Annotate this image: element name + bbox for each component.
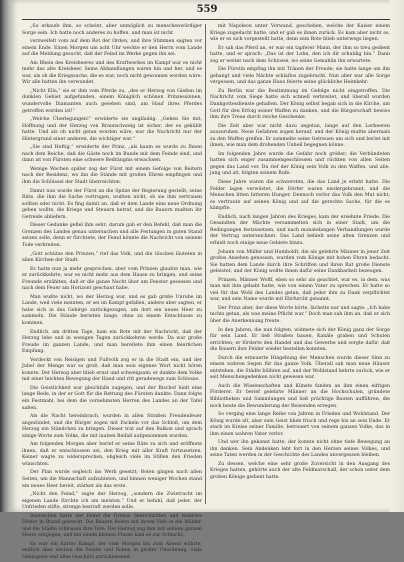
left-column-paragraph: Es war ein harter Kampf, der vom Morgen bis zum Abend währte; endlich aber wichen die Feinde und flohen in großer Unordnung, viele Gefangene und alles Geschütz zurücklassend. (22, 541, 202, 561)
page-number: 559 (196, 4, 218, 15)
left-column-paragraph: Verdeckt von Reisigen und Fußvolk zog er in die Stadt ein, und der Jubel der Menge war so groß, daß man sein eigenes Wort nicht hören konnte. Der Herzog aber blieb ernst und schweigsam; er dankte dem Volke mit einer leichten Bewegung der Hand und ritt geradewegs zum Schlosse. (22, 357, 202, 383)
left-column-paragraph: „Nicht Ella,“ sie er ihm vom Pferde zu, „des er Herzog von Gießen im dunklen Gebiet aufgefunden, einem Königlich schönen Prinzessinnen, wundervolle Diamanten auch gesehen sind, am Hauf ihres Pferdes getroffen worden ist!“ (22, 88, 202, 114)
left-column-paragraph: „Welche Überlegungen!“ erwiderte sie ungläubig. „Gehen Sie mit, Hoffnung und der Herzog von Braunschweig ist sicher, der es gekühlt hatte. Und als ob nicht getan worden wäre, war die Nachricht nur der Hintergrund einer anderen, die wichtiger war.“ (22, 117, 202, 142)
left-column (22, 24, 202, 561)
left-column-paragraph: Es hatte nun ja mehr gesprochen, aber vom Prinzen glaubte man, wie er zurückkehrte, war es nicht mehr aus dem Hause zu bringen, und seine Freunde erzählten, daß er die ganze Nacht über am Fenster gesessen und nach dem Feuer am Horizont geschaut habe. (22, 266, 202, 292)
left-column-paragraph: Wenige Wochen später zog der Fürst mit einem Gefolge von Reitern nach der Residenz, wo ihn die Stände mit großen Ehren empfingen und ihm die Schlüssel der Stadt überreichten. (22, 166, 202, 186)
right-column-paragraph: Durch die erneuerte Hingebung der Menschen wurde dieser Sinn zu einem wahren Segen für das ganze Volk. Überall sah man neue Häuser entstehen, die Städte blühten auf, und der Wohlstand kehrte zurück, wie er seit Menschengedenken nicht gewesen war. (210, 355, 390, 381)
left-column-paragraph: Damit nun wurde der Fürst an die Spitze der Regierung gestellt; seine Räte, die ihm die Sache vortrugen, wußten nicht, ob sie ihm vertrauen sollten oder nicht. Es fing damit an, daß er dem Lande eine neue Ordnung geben wollte, die Kriege und Steuern betraf, und die Bauern mußten ihr Getreide abliefern. (22, 188, 202, 220)
right-column-paragraph: Diese Jahre waren die schwersten, die das Land je erlebt hatte. Die Felder lagen verwüstet, die Dörfer waren niedergebrannt, und die Menschen litten bitteren Hunger. Dennoch verlor das Volk den Mut nicht; es vertraute auf seinen König und auf die gerechte Sache, für die es kämpfte. (210, 180, 390, 212)
left-column-paragraph: verzweifelt vom auf dem Rot der Orden, und ihre Stimmen sagten vor einem Ende. Einen Morgen um acht Uhr weckte er den Herrn vom Lande auf die Meldung gesucht, daß der Feind im Werke gegen ihn sei. (22, 39, 202, 58)
right-column-paragraph: Endlich, nach langen Jahren des Krieges, kam der ersehnte Friede. Die Gesandten der Mächte versammelten sich in einer Stadt, um die Bedingungen festzusetzen, und nach monatelangen Verhandlungen wurde der Vertrag unterzeichnet. Das Land behielt seine alten Grenzen und erhielt noch einige neue Gebiete hinzu. (210, 214, 390, 246)
left-column-paragraph: „Sie sind Heftig,“ erwiderte der Prinz, „als kaum es wurde zu Ihnen nach dem Reiche, daß die Gäste noch im Bunde mit dem Feinde sind, und dann ist von Fürsten eine schwere Bedrängnis erwachsen. (22, 145, 202, 164)
right-column (210, 24, 390, 504)
right-column-paragraph: Und wer ihn gekannt hatte, der konnte nicht ohne tiefe Bewegung an ihn denken. Sein Andenken lebt fort in den Herzen seines Volkes, und seine Taten werden in der Geschichte des Landes unvergessen bleiben. (210, 440, 390, 459)
left-column-paragraph: Endlich, am dritten Tage, kam ein Bote mit der Nachricht, daß der Herzog lebe und in wenigen Tagen zurückkehren werde. Da war große Freude im ganzen Lande, und man bereitete ihm einen feierlichen Empfang. (22, 329, 202, 355)
right-column-paragraph: Prinzen, Männer Wolff, eben so sehr als geachtet, war es, in dem, was man mit ihm gehabt hatte, wie von einem Vater zu sprechen. Er hatte so viel für das Wohl des Landes getan, daß jeder ihm zu Dank verpflichtet war, und sein Name wurde mit Ehrfurcht genannt. (210, 277, 390, 303)
left-column-paragraph: Die Geistlichkeit war gleichfalls zugegen, und der Bischof hielt eine lange Rede, in der er Gott für die Rettung des Fürsten dankte. Dann folgte ein Festmahl, bei dem die vornehmsten Herren des Landes an der Tafel saßen. (22, 385, 202, 411)
left-column-paragraph: Inzwischen hatte der Feind die Grenze überschritten und mehrere Dörfer in Brand gesteckt. Die Bauern flohen mit ihrem Vieh in die Wälder, und die Städte schlossen ihre Tore. Der Herzog zog ihm mit seinem ganzen Heere entgegen, und bei einem kleinen Flusse kam es zur Schlacht. (22, 513, 202, 539)
right-column-paragraph: Er sah das Pferd an, er war ein tapferer Mann, der ihm so treu gedient hatte, und er sprach: „Das ist der Lohn, den ich dir schuldig bin.“ Dann zog er weiter nach dem Schlosse, wo seine Gemahlin ihn erwartete. (210, 45, 390, 64)
right-column-paragraph: Zu Berlin war die Bestimmung im Gefolge nicht eingetroffen. Die Nachricht vom Siege hatte sich schnell verbreitet, und überall wurden Dankgottesdienste gehalten. Der König selbst begab sich in die Kirche, um Gott für den Erfolg seiner Waffen zu danken, und die Bürgerschaft bewies ihm ihre Treue durch reiche Geschenke. (210, 88, 390, 121)
left-column-paragraph: Am Rhein des Kreisheeres und des Kraftwerkes im Kampf war es nicht mehr das alte Kreisheer. Seine Abhandlungen waren hin und her, und es war, als ob die Kriegssache, die es war, noch nicht gewonnen worden wäre. Wir alle hatten ihn verwundet. (22, 60, 202, 86)
right-column-paragraph: mit Napoleon unter Vorwand, geschehen, welche der Kaiser einem Kriege zugedacht hatte, und er gab es ihnen zurück. Es kam aber nicht so, wie er es sich vorgestellt hatte, denn sein Bote blieb unterwegs liegen. (210, 24, 390, 43)
right-column-paragraph: Auch die Wissenschaften und Künste fanden an ihm einen eifrigen Förderer. Er berief gelehrte Männer an die Hochschulen, gründete Bibliotheken und Sammlungen und ließ prächtige Bauten aufführen, die noch heute die Bewunderung der Reisenden erregen. (210, 383, 390, 409)
left-column-paragraph: „So erkaufe ihm, so scheint, aber unmöglich zu menschenwürdiger Sorge sein. Ich hatte noch anderes zu hoffen, und man ist nicht (22, 24, 202, 36)
right-column-paragraph: Im folgenden Jahre wurde die Gefahr noch größer; die Verbündeten hatten sich enger zusammengeschlossen und rückten von allen Seiten gegen das Land vor. Da rief der König sein Volk zu den Waffen, und alle, jung und alt, folgten seinem Rufe. (210, 151, 390, 177)
left-column-paragraph: „Gott schütze den Prinzen,“ rief das Volk, und die Glocken läuteten in allen Kirchen der Stadt. (22, 251, 202, 264)
left-column-paragraph: „Nicht den Feind,“ sagte der Herzog, „sondern die Zwietracht im eigenen Lande fürchte ich am meisten.“ Und er befahl, daß jeder, der Unfrieden stifte, strenge bestraft werden solle. (22, 492, 202, 511)
header-rule (22, 19, 392, 20)
column-divider (205, 24, 206, 504)
left-column-paragraph: Am folgenden Morgen aber berief er seine Räte zu sich und eröffnete ihnen, daß er entschlossen sei, den Krieg mit aller Kraft fortzusetzen. Keiner wagte zu widersprechen, obgleich viele im Stillen den Frieden wünschten. (22, 442, 202, 467)
left-column-paragraph: Man wußte nicht, wo der Herzog war, und es gab große Unruhe im Lande, weil viele meinten, er sei im Kampf gefallen, andere aber sagten, er habe sich in das Gebirge zurückgezogen, um dort ein neues Heer zu sammeln. Die Stände berieten lange, ohne zu einem Entschlusse zu kommen. (22, 294, 202, 326)
right-column-paragraph: Johann von Müller und Humboldt, die als gelehrte Männer in jener Zeit großes Ansehen genossen, wurden vom Könige mit hohen Ehren bedacht. Sie hatten dem Lande durch ihre Schriften und ihren Rat große Dienste geleistet, und der König wollte ihnen dafür seine Dankbarkeit bezeugen. (210, 249, 390, 275)
left-column-paragraph: Als die Nacht hereinbrach, wurden in allen Straßen Freudenfeuer angezündet, und die Bürger zogen mit Fackeln vor das Schloß, um dem Herzog ein Ständchen zu bringen. Dieser trat auf den Balkon und sprach einige Worte zum Volke, die mit lautem Beifall aufgenommen wurden. (22, 414, 202, 439)
left-column-paragraph: Der Plan wurde sogleich ins Werk gesetzt; Boten gingen nach allen Seiten, um die Mannschaft aufzubieten, und binnen weniger Wochen stand ein neues Heer bereit, stärker als das erste. (22, 470, 202, 489)
page-margin (390, 0, 404, 512)
right-column-paragraph: Die Zeit aber war nicht dazu angetan, lange auf den Lorbeeren auszuruhen. Neue Gefahren zogen herauf, und der König mußte abermals zu den Waffen greifen. Er sammelte seine Getreuen um sich und beriet mit ihnen, wie man dem drohenden Unheil begegnen könne. (210, 123, 390, 149)
right-column-paragraph: So verging eine lange Reihe von Jahren in Frieden und Wohlstand. Der König wurde alt, aber sein Geist blieb frisch und rege bis an sein Ende. Er starb im Kreise seiner Familie, betrauert von seinem ganzen Volke, das in ihm einen wahren Vater verlor. (210, 412, 390, 437)
right-column-paragraph: Der Prinz aber, der diese Worte hörte, lächelte nur und sagte: „Ich habe nichts getan, als was meine Pflicht war.“ Doch man sah ihm an, daß er sich über die Anerkennung freute. (210, 305, 390, 324)
right-column-paragraph: Die Fürstin empfing ihn mit Tränen der Freude; sie hatte lange um ihn gebangt und viele Nächte schlaflos zugebracht. Nun aber war alle Sorge vergessen, und das ganze Haus feierte seine glückliche Heimkehr. (210, 67, 390, 86)
right-column-paragraph: Zu dessen, welche eine sehr große Zuversicht in den Ausgang des Krieges hatten, gehörte auch der alte Feldmarschall, der schon unter dem großen Könige gedient hatte. (210, 461, 390, 480)
right-column-paragraph: In den Jahren, die nun folgten, widmete sich der König ganz der Sorge für sein Land. Er ließ Straßen bauen, Kanäle graben und Schulen errichten; er förderte den Handel und das Gewerbe und sorgte dafür, daß die Bauern ihre Felder wieder bestellen konnten. (210, 327, 390, 353)
left-column-paragraph: Dieser Gedanke gefiel ihm sehr; darum gab er den Befehl, daß man die Grenzen des Landes genau untersuchen und alle Festungen in guten Stand setzen solle, denn er fürchtete, der Feind könnte die Nachricht von seinem Tode verbreiten. (22, 223, 202, 248)
book-page (10, 0, 404, 561)
